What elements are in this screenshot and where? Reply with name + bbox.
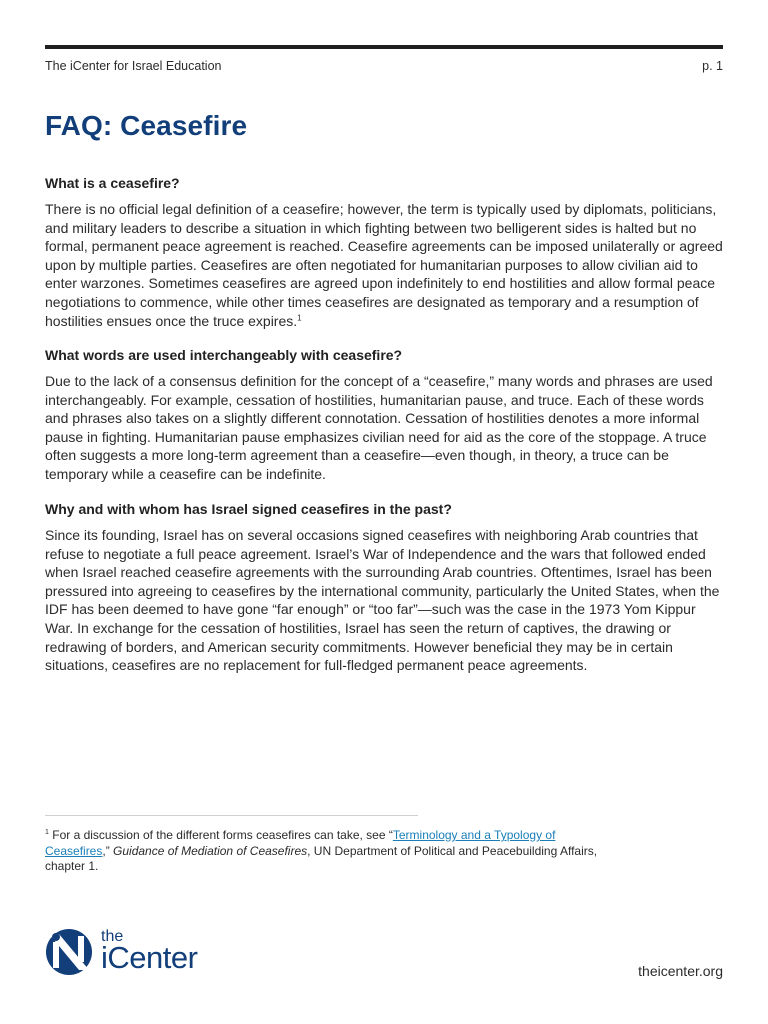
footnote-suffix: , UN Department of Political and Peacebuilding Affairs, chapter 1. xyxy=(45,843,598,873)
footnote-mark: 1 xyxy=(45,829,49,836)
footnote-source-title: Guidance of Mediation of Ceasefires xyxy=(113,843,308,858)
faq-section-israel-history xyxy=(45,500,723,675)
page-title: FAQ: Ceasefire xyxy=(45,110,248,141)
icenter-logo xyxy=(45,926,221,978)
footer-website[interactable]: theicenter.org xyxy=(638,963,723,979)
footnote xyxy=(45,828,605,875)
faq-question: What is a ceasefire? xyxy=(45,175,180,191)
faq-section-synonyms xyxy=(45,346,723,484)
faq-question: Why and with whom has Israel signed ceasefires in the past? xyxy=(45,501,452,517)
logo-word-the: the xyxy=(101,928,124,945)
faq-answer: Due to the lack of a consensus definition for the concept of a “ceasefire,” many words and phrases are used interchangeably. For example, cessation of hostilities, humanitarian pause, and truce. Each of these words and phrases also takes on a slightly different connotation. Cessation of hostilities denotes a more informal pause in fighting. Humanitarian pause emphasizes civilian need for aid as the core of the stoppage. A truce often suggests a more long-term agreement than a ceasefire—even though, in theory, a truce can be temporary while a ceasefire can be indefinite. xyxy=(45,373,713,482)
footnote-divider xyxy=(45,815,418,816)
footnote-prefix: For a discussion of the different forms ceasefires can take, see “ xyxy=(52,828,393,842)
org-name: The iCenter for Israel Education xyxy=(45,59,222,73)
logo-word-icenter: iCenter xyxy=(101,940,198,975)
icenter-logo-icon xyxy=(45,926,95,978)
icenter-wordmark xyxy=(101,926,221,978)
footnote-reference[interactable]: 1 xyxy=(297,312,302,322)
faq-answer xyxy=(45,200,723,330)
faq-section-what-is xyxy=(45,174,723,330)
page-number: p. 1 xyxy=(702,59,723,73)
faq-question: What words are used interchangeably with ceasefire? xyxy=(45,347,403,363)
footnote-after-link: ,” xyxy=(102,843,114,858)
faq-answer: Since its founding, Israel has on several occasions signed ceasefires with neighboring Arab countries that refuse to negotiate a full peace agreement. Israel’s War of Independence and the wars that followed ended when Israel reached ceasefire agreements with the surrounding Arab countries. Oftentimes, Israel has been pressured into agreeing to ceasefires by the international community, particularly the United States, when the IDF has been deemed to have gone “far enough” or “too far”—such was the case in the 1973 Yom Kippur War. In exchange for the cessation of hostilities, Israel has seen the return of captives, the drawing or redrawing of borders, and American security commitments. However beneficial they may be in certain situations, ceasefires are no replacement for full-fledged permanent peace agreements. xyxy=(45,527,720,674)
footnote-source-link[interactable]: Terminology and a Typology of Ceasefires xyxy=(45,828,556,858)
page-header xyxy=(45,59,723,73)
top-rule xyxy=(45,45,723,49)
faq-answer-text: There is no official legal definition of a ceasefire; however, the term is typically used by diplomats, politicians, and military leaders to describe a situation in which fighting between two belligerent sides is halted but no formal, permanent peace agreement is reached. Ceasefire agreements can be imposed unilaterally or agreed upon by multiple parties. Ceasefires are often negotiated for humanitarian purposes to allow civilian aid to enter warzones. Sometimes ceasefires are agreed upon indefinitely to end hostilities and allow formal peace negotiations to commence, while other times ceasefires are designated as temporary and a resumption of hostilities ensues once the truce expires. xyxy=(45,201,723,329)
